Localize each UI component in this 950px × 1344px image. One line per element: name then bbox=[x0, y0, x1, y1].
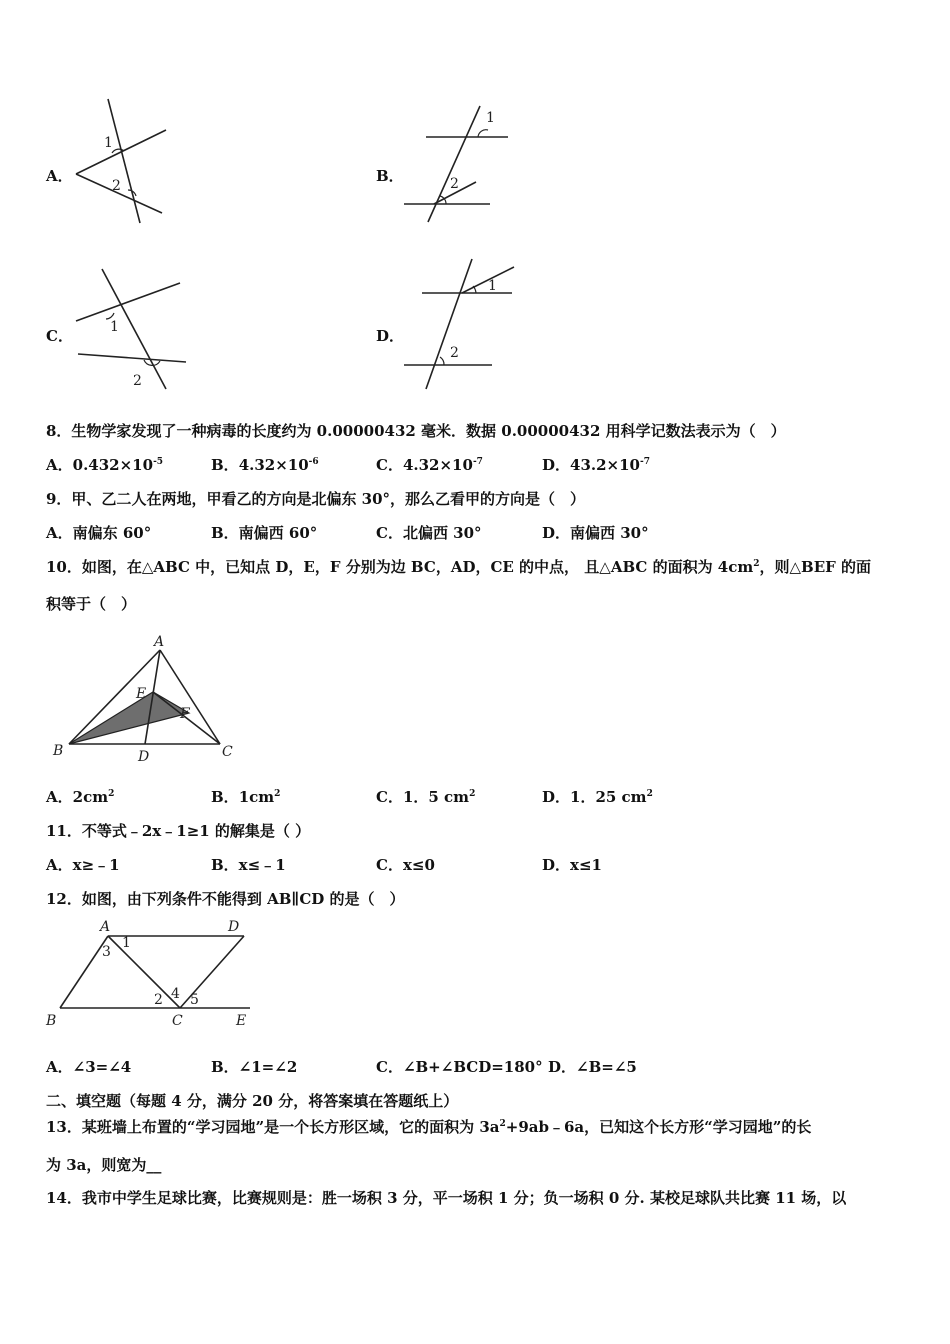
section-2-heading: 二、填空题（每题 4 分，满分 20 分，将答案填在答题纸上） bbox=[46, 1092, 459, 1110]
q11-option-b: B．x≤﹣1 bbox=[211, 856, 286, 874]
q12-stem: 12．如图，由下列条件不能得到 AB∥CD 的是（ ） bbox=[46, 890, 405, 908]
q11-option-c: C．x≤0 bbox=[376, 856, 435, 874]
q10-label-d: D bbox=[138, 749, 150, 765]
q13-line2: 为 3a，则宽为__ bbox=[46, 1156, 162, 1174]
q10-options bbox=[46, 786, 926, 808]
q12-angle-2: 2 bbox=[154, 992, 163, 1008]
q10-label-f: F bbox=[180, 706, 190, 722]
option-b-angle-1: 1 bbox=[486, 110, 495, 126]
q11-option-a: A．x≥﹣1 bbox=[46, 856, 120, 874]
q12-label-a: A bbox=[100, 919, 111, 935]
q11-options bbox=[46, 854, 926, 876]
q12-option-d: D．∠B=∠5 bbox=[548, 1058, 637, 1076]
option-b-angle-2: 2 bbox=[450, 176, 459, 192]
q10-option-b: B．$1cm^2$ bbox=[211, 788, 281, 806]
q8-stem: 8．生物学家发现了一种病毒的长度约为 0.00000432 毫米．数据 0.00000432 用科学记数法表示为（ ） bbox=[46, 422, 786, 440]
q12-label-d: D bbox=[228, 919, 240, 935]
q12-label-b: B bbox=[46, 1013, 57, 1029]
q10-label-c: C bbox=[222, 744, 233, 760]
q12-angle-4: 4 bbox=[171, 986, 180, 1002]
q10-option-d: D．1．25 $cm^2$ bbox=[542, 788, 653, 806]
option-c-label: C． bbox=[46, 327, 73, 345]
q12-label-c: C bbox=[172, 1013, 183, 1029]
q10-option-a: A．$2cm^2$ bbox=[46, 788, 115, 806]
figure-option-d bbox=[400, 255, 520, 395]
q12-angle-1: 1 bbox=[122, 935, 131, 951]
q8-option-b: B．$4.32\times 10^{-6}$ bbox=[211, 456, 319, 474]
figure-option-b bbox=[400, 100, 515, 225]
q11-stem: 11．不等式﹣2x﹣1≥1 的解集是（ ） bbox=[46, 822, 311, 840]
q9-option-c: C．北偏西 30° bbox=[376, 524, 482, 542]
option-d-label: D． bbox=[376, 327, 405, 345]
q10-stem-line1: 10．如图，在△ABC 中，已知点 D，E，F 分别为边 BC，AD，CE 的中点， 且△ABC 的面积为 $4cm^2$，则△BEF 的面 bbox=[46, 558, 872, 576]
figure-option-c bbox=[70, 265, 195, 395]
figure-option-a bbox=[70, 95, 170, 230]
option-c-angle-2: 2 bbox=[133, 373, 142, 389]
q9-option-d: D．南偏西 30° bbox=[542, 524, 649, 542]
q10-triangle-figure bbox=[50, 636, 240, 764]
q9-options bbox=[46, 522, 926, 544]
q10-option-c: C．1．5 $cm^2$ bbox=[376, 788, 476, 806]
q10-label-a: A bbox=[154, 634, 165, 650]
q14-stem: 14．我市中学生足球比赛，比赛规则是：胜一场积 3 分，平一场积 1 分；负一场积 0 分. 某校足球队共比赛 11 场，以 bbox=[46, 1189, 847, 1207]
option-a-angle-1: 1 bbox=[104, 135, 113, 151]
q12-options bbox=[46, 1056, 926, 1078]
q13-line1: 13．某班墙上布置的“学习园地”是一个长方形区域，它的面积为 $3a^2+9ab﹣6a$，已知这个长方形“学习园地”的长 bbox=[46, 1118, 812, 1136]
option-a-angle-2: 2 bbox=[112, 178, 121, 194]
q10-label-b: B bbox=[53, 743, 64, 759]
q12-option-a: A．∠3=∠4 bbox=[46, 1058, 132, 1076]
q12-angle-5: 5 bbox=[190, 992, 199, 1008]
q10-stem-line2: 积等于（ ） bbox=[46, 595, 137, 613]
q8-options bbox=[46, 454, 926, 476]
q12-angle-3: 3 bbox=[102, 944, 111, 960]
q8-option-c: C．$4.32\times 10^{-7}$ bbox=[376, 456, 483, 474]
q12-label-e: E bbox=[236, 1013, 247, 1029]
q10-label-e: E bbox=[136, 686, 147, 702]
option-d-angle-2: 2 bbox=[450, 345, 459, 361]
q12-option-c: C．∠B+∠BCD=180° bbox=[376, 1058, 543, 1076]
option-a-label: A． bbox=[46, 167, 73, 185]
q9-option-a: A．南偏东 60° bbox=[46, 524, 152, 542]
q9-option-b: B．南偏西 60° bbox=[211, 524, 318, 542]
option-c-angle-1: 1 bbox=[110, 319, 119, 335]
q8-option-a: A．$0.432\times 10^{-5}$ bbox=[46, 456, 164, 474]
option-d-angle-1: 1 bbox=[488, 278, 497, 294]
q8-option-d: D．$43.2\times 10^{-7}$ bbox=[542, 456, 650, 474]
q12-option-b: B．∠1=∠2 bbox=[211, 1058, 298, 1076]
q12-parallelogram-figure bbox=[44, 918, 264, 1033]
option-b-label: B． bbox=[376, 167, 404, 185]
q9-stem: 9．甲、乙二人在两地，甲看乙的方向是北偏东 30°，那么乙看甲的方向是（ ） bbox=[46, 490, 586, 508]
q11-option-d: D．x≤1 bbox=[542, 856, 602, 874]
